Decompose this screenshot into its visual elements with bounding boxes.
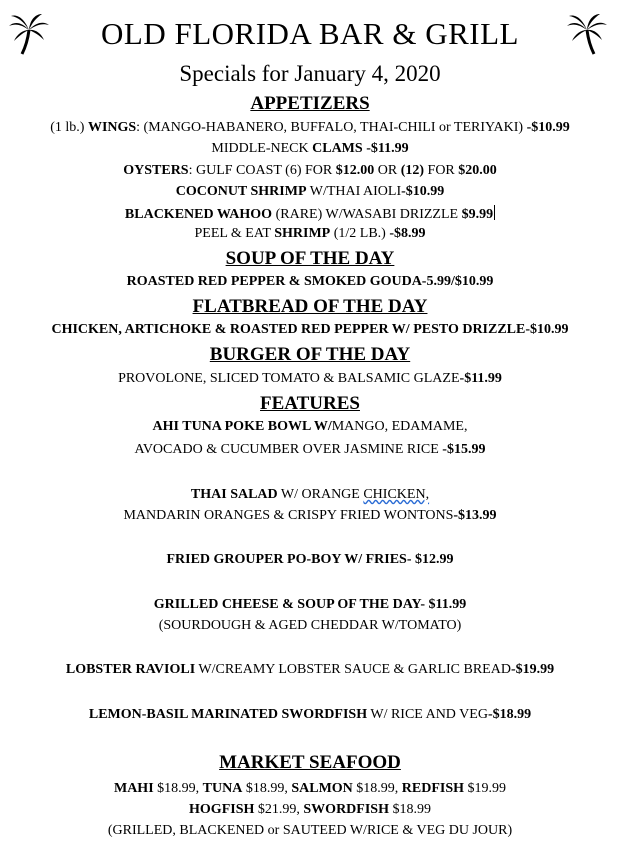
poke-name: AHI TUNA POKE BOWL W/ [152,419,332,434]
burger-item [0,371,620,387]
wahoo-price: $9.99 [461,207,494,222]
thai-desc1a: W/ ORANGE [277,487,364,502]
appetizer-peel-eat-shrimp [0,226,620,242]
poke-price: -$15.99 [442,442,486,457]
clams-price: -$11.99 [362,141,409,156]
mahi-price: $18.99, [153,781,203,796]
coconut-shrimp-name: COCONUT SHRIMP [175,184,307,199]
swordfish-name: LEMON-BASIL MARINATED SWORDFISH [88,707,368,722]
market-heading: MARKET SEAFOOD [219,752,401,773]
appetizer-wings [0,120,620,136]
poke-desc1: MANGO, EDAMAME, [331,419,468,434]
appetizer-oysters [0,163,620,179]
hogfish-price: $21.99, [254,802,304,817]
oysters-price-12: $20.00 [458,163,497,178]
market-line1 [0,781,620,797]
feature-grilled-cheese-desc: (SOURDOUGH & AGED CHEDDAR W/TOMATO) [158,618,462,633]
burger-heading: BURGER OF THE DAY [209,344,411,365]
soup-item: ROASTED RED PEPPER & SMOKED GOUDA-5.99/$10.99 [126,274,494,289]
oysters-desc: : GULF COAST (6) FOR [188,163,336,178]
redfish-name: REDFISH [401,781,465,796]
oysters-or: OR [374,163,401,178]
oysters-name: OYSTERS [123,163,189,178]
menu-title: OLD FLORIDA BAR & GRILL [101,16,519,51]
lobster-desc: W/CREAMY LOBSTER SAUCE & GARLIC BREAD [195,662,511,677]
wahoo-name: BLACKENED WAHOO [124,207,273,222]
oysters-qty-12: (12) [400,163,425,178]
feature-swordfish [0,707,620,723]
mahi-name: MAHI [113,781,154,796]
flatbread-heading: FLATBREAD OF THE DAY [192,296,428,317]
menu-subtitle: Specials for January 4, 2020 [179,61,441,86]
feature-grouper: FRIED GROUPER PO-BOY W/ FRIES- $12.99 [166,552,454,567]
feature-poke-line2 [0,442,620,458]
clams-pre: MIDDLE-NECK [211,141,313,156]
appetizers-heading: APPETIZERS [250,93,370,114]
hogfish-name: HOGFISH [189,802,255,817]
market-swordfish-price: $18.99 [388,802,431,817]
features-heading: FEATURES [260,393,360,414]
salmon-price: $18.99, [352,781,402,796]
soup-heading: SOUP OF THE DAY [225,248,395,269]
wings-pre: (1 lb.) [50,120,88,135]
appetizer-wahoo [0,205,620,223]
appetizer-clams [0,141,620,157]
redfish-price: $19.99 [464,781,507,796]
thai-desc1b: CHICKEN, [363,487,430,502]
peel-price: -$8.99 [389,226,426,241]
wings-desc: : (MANGO-HABANERO, BUFFALO, THAI-CHILI or TERIYAKI) [136,120,527,135]
peel-name: SHRIMP [274,226,331,241]
market-swordfish-name: SWORDFISH [303,802,389,817]
feature-grilled-cheese: GRILLED CHEESE & SOUP OF THE DAY- $11.99 [153,597,467,612]
lobster-price: -$19.99 [510,662,555,677]
swordfish-desc: W/ RICE AND VEG [367,707,488,722]
coconut-shrimp-price: -$10.99 [401,184,445,199]
burger-price: -$11.99 [459,371,502,386]
peel-pre: PEEL & EAT [194,226,275,241]
wings-name: WINGS [87,120,137,135]
feature-lobster-ravioli [0,662,620,678]
wahoo-desc: (RARE) W/WASABI DRIZZLE [272,207,462,222]
oysters-price-6: $12.00 [335,163,375,178]
wings-price: -$10.99 [526,120,570,135]
thai-name: THAI SALAD [190,487,278,502]
thai-price: -$13.99 [453,508,497,523]
salmon-name: SALMON [291,781,353,796]
flatbread-item: CHICKEN, ARTICHOKE & ROASTED RED PEPPER W/ PESTO DRIZZLE-$10.99 [51,322,569,337]
feature-thai-line1 [0,487,620,503]
market-line2 [0,802,620,818]
lobster-name: LOBSTER RAVIOLI [65,662,196,677]
appetizer-coconut-shrimp [0,184,620,200]
feature-poke-line1 [0,419,620,435]
coconut-shrimp-desc: W/THAI AIOLI [306,184,402,199]
oysters-for: FOR [424,163,459,178]
swordfish-price: -$18.99 [487,707,532,722]
clams-name: CLAMS [312,141,363,156]
burger-desc: PROVOLONE, SLICED TOMATO & BALSAMIC GLAZE [118,371,460,386]
tuna-name: TUNA [202,781,243,796]
text-cursor [494,205,495,220]
market-prep: (GRILLED, BLACKENED or SAUTEED W/RICE & VEG DU JOUR) [107,823,513,838]
tuna-price: $18.99, [242,781,292,796]
poke-desc2: AVOCADO & CUCUMBER OVER JASMINE RICE [134,442,443,457]
peel-desc: (1/2 LB.) [330,226,390,241]
feature-thai-line2 [0,508,620,524]
thai-desc2: MANDARIN ORANGES & CRISPY FRIED WONTONS [123,508,454,523]
